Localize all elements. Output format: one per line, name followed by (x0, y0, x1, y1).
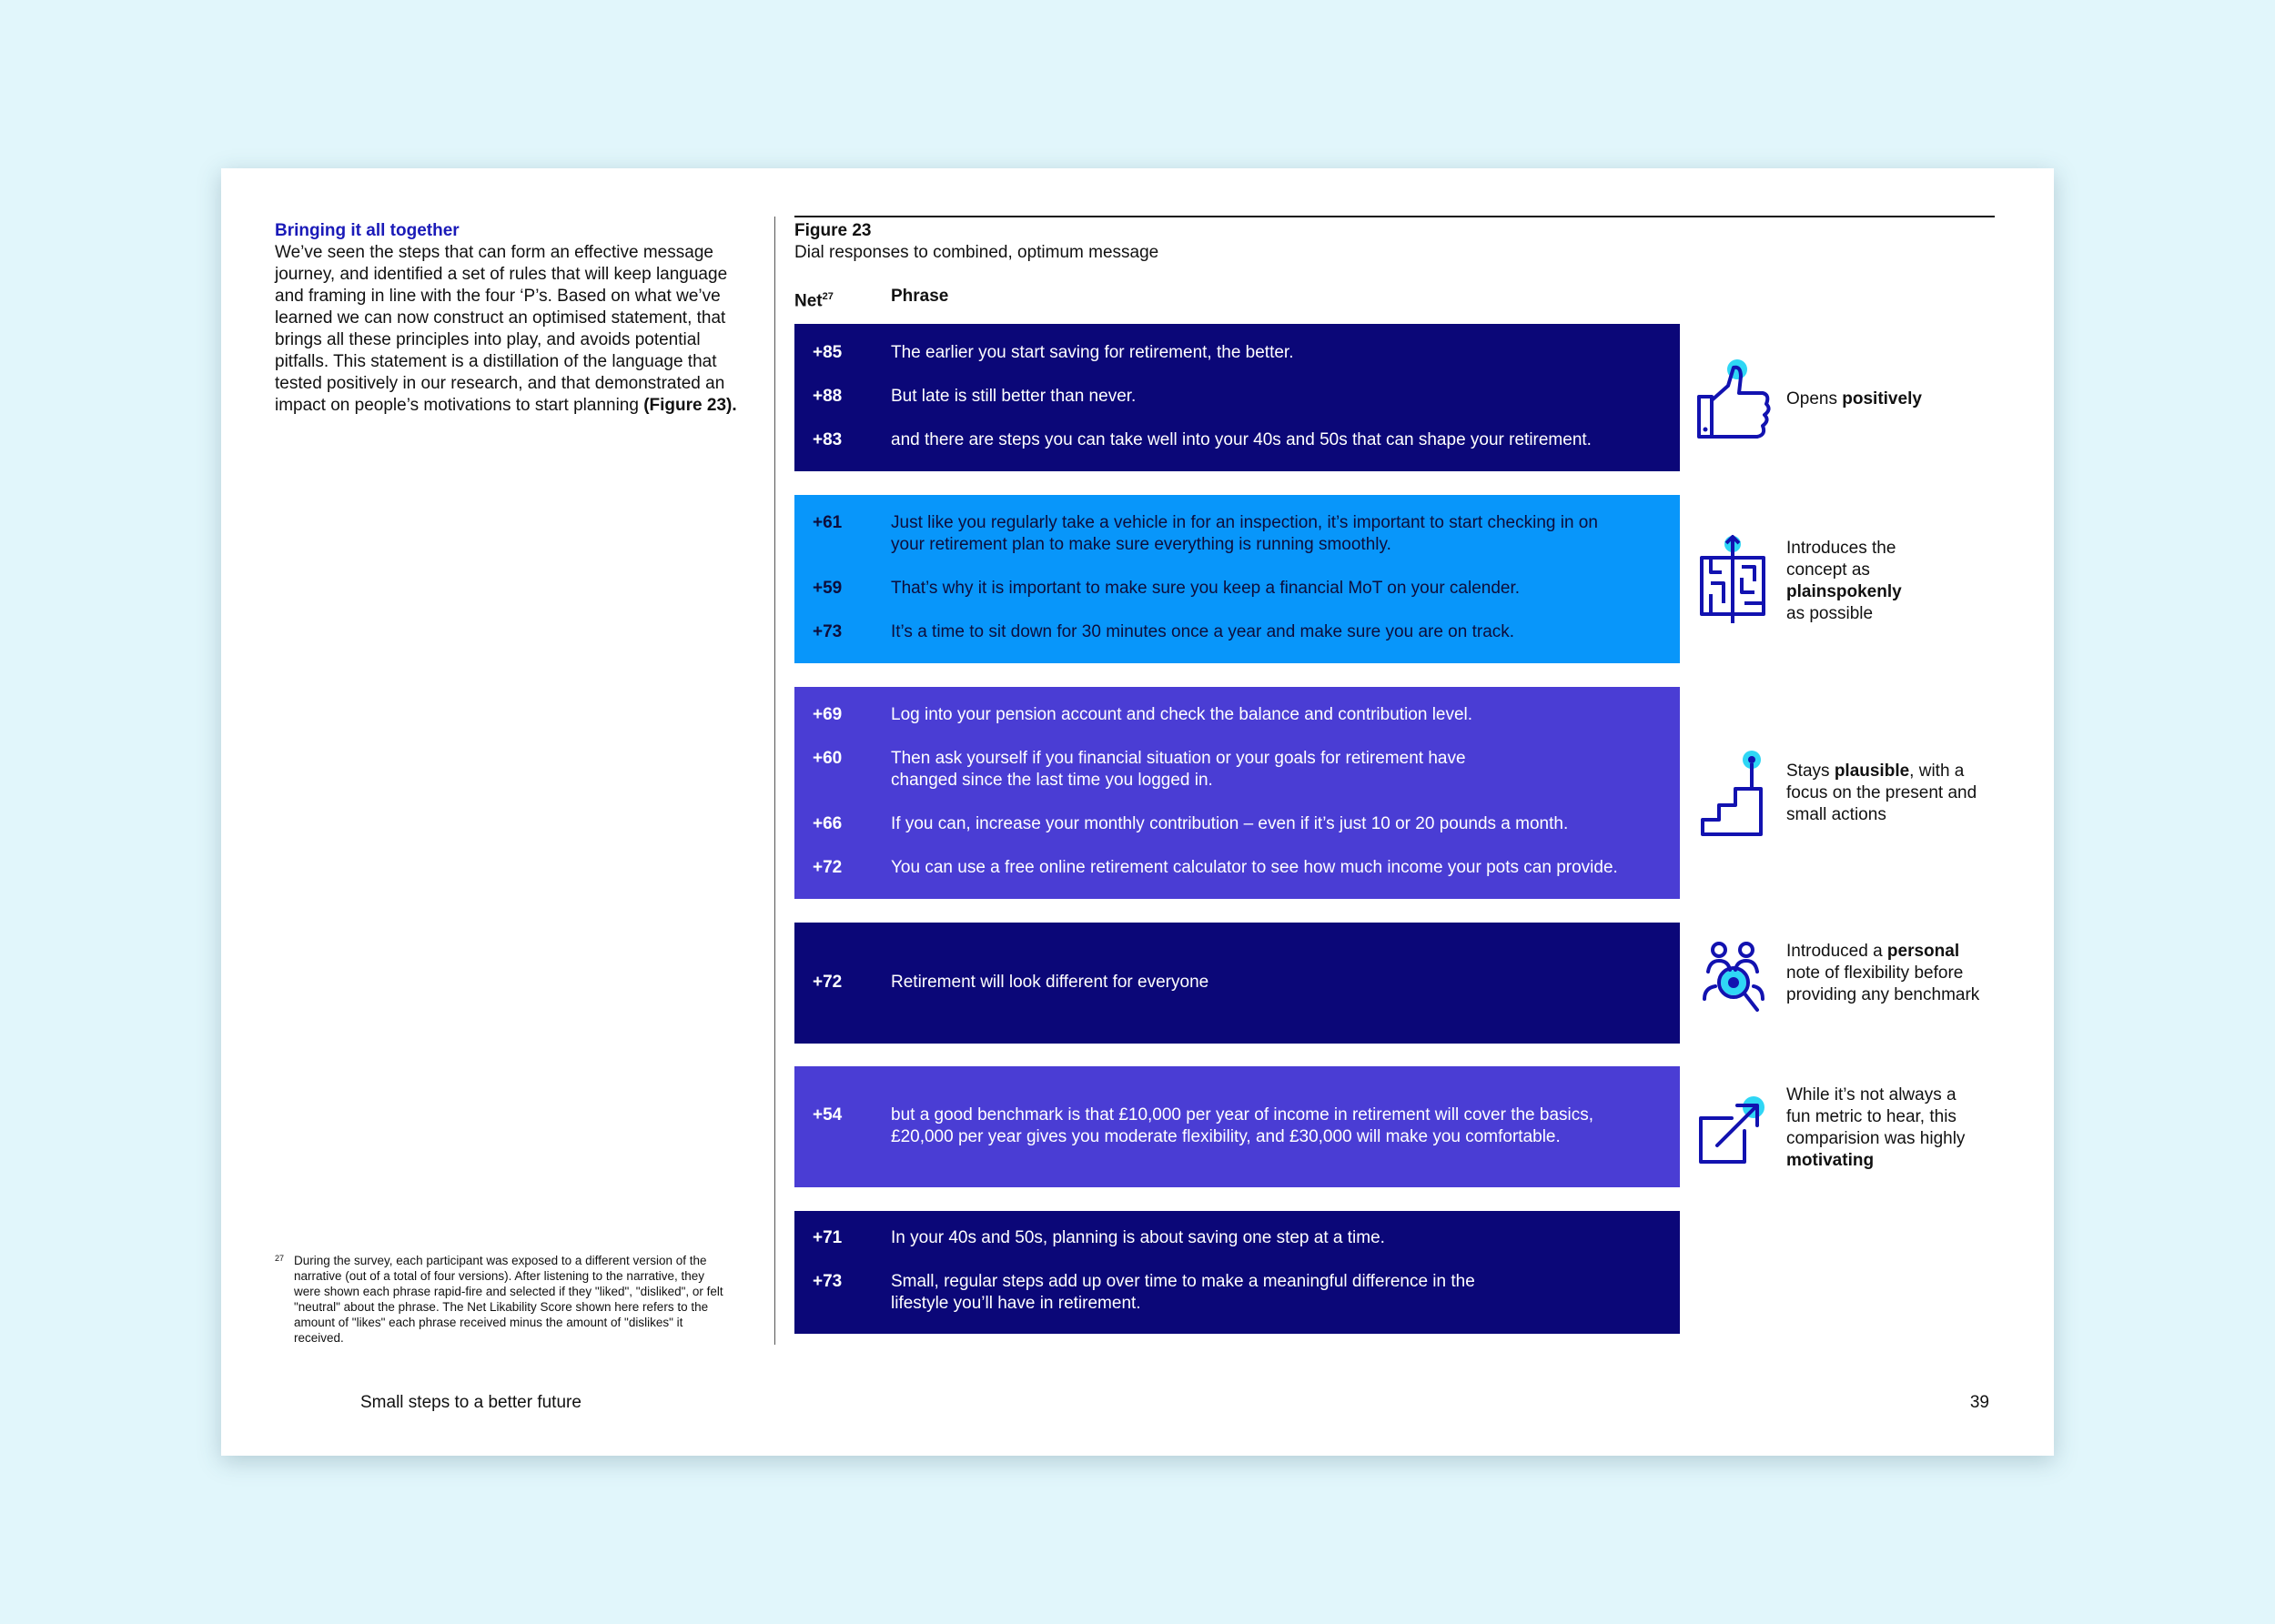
intro-figure-ref: (Figure 23). (643, 396, 737, 415)
figure-subtitle: Dial responses to combined, optimum message (794, 243, 1159, 262)
net-score: +85 (813, 343, 843, 362)
phrase-text: If you can, increase your monthly contribution – even if it’s just 10 or 20 pounds a month. (891, 814, 1569, 833)
footnote (275, 1253, 730, 1346)
net-score: +66 (813, 814, 843, 833)
intro-body (275, 242, 739, 417)
message-block-5 (794, 1066, 1680, 1187)
net-header-footnote-ref: 27 (822, 291, 834, 302)
document-page (221, 168, 2054, 1456)
footnote-marker: 27 (275, 1254, 285, 1263)
intro-body-text: We’ve seen the steps that can form an effective message journey, and identified a set of rules that will keep language and framing in line with the four ‘P’s. Based on what we’ve learned we can now construct an optimised statement, that brings all these principles into play, and avoids potential pitfalls. This statement is a distillation of the language that tested positively in our research, and that demonstrated an impact on people’s motivations to start planning (275, 243, 728, 415)
note-2 (1786, 538, 1923, 625)
phrase-text: Log into your pension account and check the balance and contribution level. (891, 705, 1473, 724)
net-score: +69 (813, 705, 843, 724)
note-4 (1786, 941, 1987, 1006)
note-text: note of flexibility before providing any benchmark (1786, 963, 1980, 1004)
note-emphasis: personal (1886, 942, 1960, 961)
net-score: +60 (813, 749, 843, 768)
phrase-text: Retirement will look different for everyone (891, 973, 1209, 992)
net-score: +73 (813, 622, 843, 641)
phrase-column-header: Phrase (891, 287, 949, 306)
note-emphasis: plausible (1834, 762, 1910, 781)
net-score: +72 (813, 973, 843, 992)
message-block-3 (794, 687, 1680, 899)
phrase-text: But late is still better than never. (891, 387, 1137, 406)
net-score: +73 (813, 1272, 843, 1291)
phrase-text: Just like you regularly take a vehicle in for an inspection, it’s important to start checking in on your retirement plan to make sure everything is running smoothly. (891, 513, 1598, 554)
intro-section (275, 220, 739, 417)
net-score: +72 (813, 858, 843, 877)
net-score: +61 (813, 513, 843, 532)
phrase-text: but a good benchmark is that £10,000 per year of income in retirement will cover the basics, £20,000 per year gives you moderate flexibility, and £30,000 will make you comfortable. (891, 1105, 1594, 1146)
note-3 (1786, 761, 1977, 826)
arrow-out-icon (1694, 1087, 1775, 1169)
note-text: , with a focus on the present and small actions (1786, 762, 1977, 824)
footnote-text: During the survey, each participant was exposed to a different version of the narrative (out of a total of four versions). After listening to the narrative, they were shown each phrase rapid-fire and selected if they "liked", "disliked", or felt "neutral" about the phrase. The Net Likability Score shown here refers to the amount of "likes" each phrase received minus the amount of "dislikes" it received. (294, 1254, 723, 1345)
phrase-text: You can use a free online retirement calculator to see how much income your pots can provide. (891, 858, 1618, 877)
message-block-1 (794, 324, 1680, 471)
figure-top-rule (794, 216, 1995, 217)
net-score: +71 (813, 1228, 843, 1247)
phrase-text: and there are steps you can take well into your 40s and 50s that can shape your retirement. (891, 430, 1592, 449)
phrase-text: It’s a time to sit down for 30 minutes once a year and make sure you are on track. (891, 622, 1515, 641)
note-emphasis: motivating (1786, 1151, 1875, 1170)
column-divider (774, 217, 775, 1345)
message-block-4 (794, 923, 1680, 1044)
net-score: +59 (813, 579, 843, 598)
intro-heading: Bringing it all together (275, 221, 460, 240)
net-column-header (794, 286, 834, 312)
note-text: While it’s not always a fun metric to hear, this comparision was highly (1786, 1085, 1966, 1148)
phrase-text: Then ask yourself if you financial situation or your goals for retirement have changed since the last time you logged in. (891, 749, 1466, 790)
note-emphasis: positively (1842, 389, 1922, 409)
net-score: +54 (813, 1105, 843, 1125)
phrase-text: Small, regular steps add up over time to make a meaningful difference in the lifestyle you’ll have in retirement. (891, 1272, 1475, 1313)
note-text: as possible (1786, 604, 1874, 623)
stairs-icon (1697, 747, 1770, 842)
thumbs-up-icon (1694, 353, 1775, 444)
maze-icon (1697, 532, 1770, 628)
note-text: Opens (1786, 389, 1843, 409)
people-search-icon (1697, 937, 1770, 1033)
net-score: +83 (813, 430, 843, 449)
phrase-text: That’s why it is important to make sure you keep a financial MoT on your calender. (891, 579, 1521, 598)
message-block-2 (794, 495, 1680, 663)
note-text: Introduced a (1786, 942, 1887, 961)
note-text: Introduces the concept as (1786, 539, 1896, 580)
note-emphasis: plainspokenly (1786, 582, 1902, 601)
footer-title: Small steps to a better future (360, 1393, 581, 1412)
figure-label: Figure 23 (794, 221, 872, 240)
message-block-6 (794, 1211, 1680, 1334)
phrase-text: In your 40s and 50s, planning is about saving one step at a time. (891, 1228, 1385, 1247)
note-1 (1786, 388, 1987, 410)
note-text: Stays (1786, 762, 1835, 781)
page-number: 39 (1969, 1393, 1989, 1412)
net-header-label: Net (794, 291, 823, 311)
net-score: +88 (813, 387, 843, 406)
note-5 (1786, 1084, 1968, 1172)
phrase-text: The earlier you start saving for retirement, the better. (891, 343, 1294, 362)
